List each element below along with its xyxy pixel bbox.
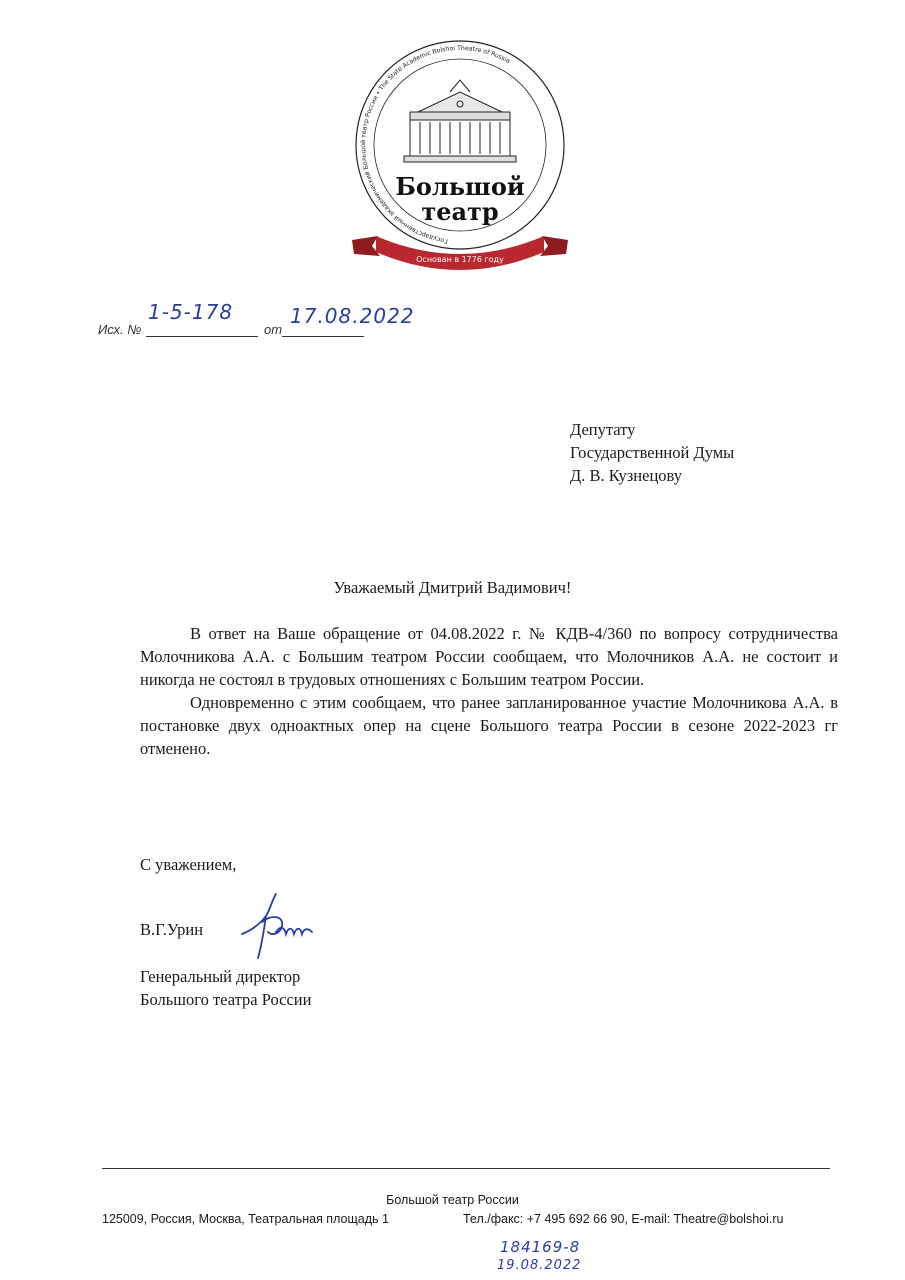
signer-position-line: Генеральный директор bbox=[140, 967, 301, 986]
footer-contacts: Тел./факс: +7 495 692 66 90, E-mail: Theatre@bolshoi.ru bbox=[463, 1212, 784, 1226]
signer-name: В.Г.Урин bbox=[140, 920, 204, 939]
addressee-line: Депутату bbox=[570, 420, 636, 439]
footer-org-name: Большой театр России bbox=[386, 1193, 519, 1207]
body-paragraph: Одновременно с этим сообщаем, что ранее запланированное участие Молочникова А.А. в постановке двух одноактных опер на сцене Большого театра России в сезоне 2022-2023 гг отменено. bbox=[140, 693, 838, 758]
registration-number: 184169-8 bbox=[500, 1238, 581, 1256]
body-paragraph: В ответ на Ваше обращение от 04.08.2022 г. № КДВ-4/360 по вопросу сотрудничества Молочникова А.А. с Большим театром России сообщаем, что Молочников А.А. не состоит и никогда не состоял в трудовых отношениях с Большим театром России. bbox=[140, 624, 838, 689]
handwritten-signature bbox=[232, 886, 322, 962]
logo-ribbon bbox=[352, 236, 568, 270]
outgoing-number-label: Исх. № bbox=[98, 322, 142, 337]
outgoing-number-value: 1-5-178 bbox=[148, 300, 234, 324]
footer-divider bbox=[102, 1168, 830, 1169]
theatre-building-icon bbox=[404, 80, 516, 162]
outgoing-date-label: от bbox=[264, 322, 283, 337]
signer-position-line: Большого театра России bbox=[140, 990, 312, 1009]
logo-ring-text: Государственный академический Большой театр России • The State Academic Bolshoi Theatre of Russia bbox=[360, 44, 512, 245]
letter-body bbox=[140, 622, 838, 760]
logo-ribbon-text: Основан в 1776 году bbox=[416, 255, 504, 264]
addressee-line: Государственной Думы bbox=[570, 443, 735, 462]
outgoing-date-value: 17.08.2022 bbox=[290, 304, 415, 328]
registration-date: 19.08.2022 bbox=[497, 1258, 582, 1273]
logo-name-line2: театр bbox=[421, 197, 499, 226]
addressee-block bbox=[570, 418, 734, 487]
closing: С уважением, bbox=[140, 855, 237, 874]
logo-name-line1: Большой bbox=[395, 172, 525, 201]
signer-position bbox=[140, 965, 311, 1011]
bolshoi-logo bbox=[350, 40, 570, 280]
salutation: Уважаемый Дмитрий Вадимович! bbox=[333, 578, 572, 597]
footer-address: 125009, Россия, Москва, Театральная площадь 1 bbox=[102, 1212, 389, 1226]
addressee-line: Д. В. Кузнецову bbox=[570, 466, 683, 485]
